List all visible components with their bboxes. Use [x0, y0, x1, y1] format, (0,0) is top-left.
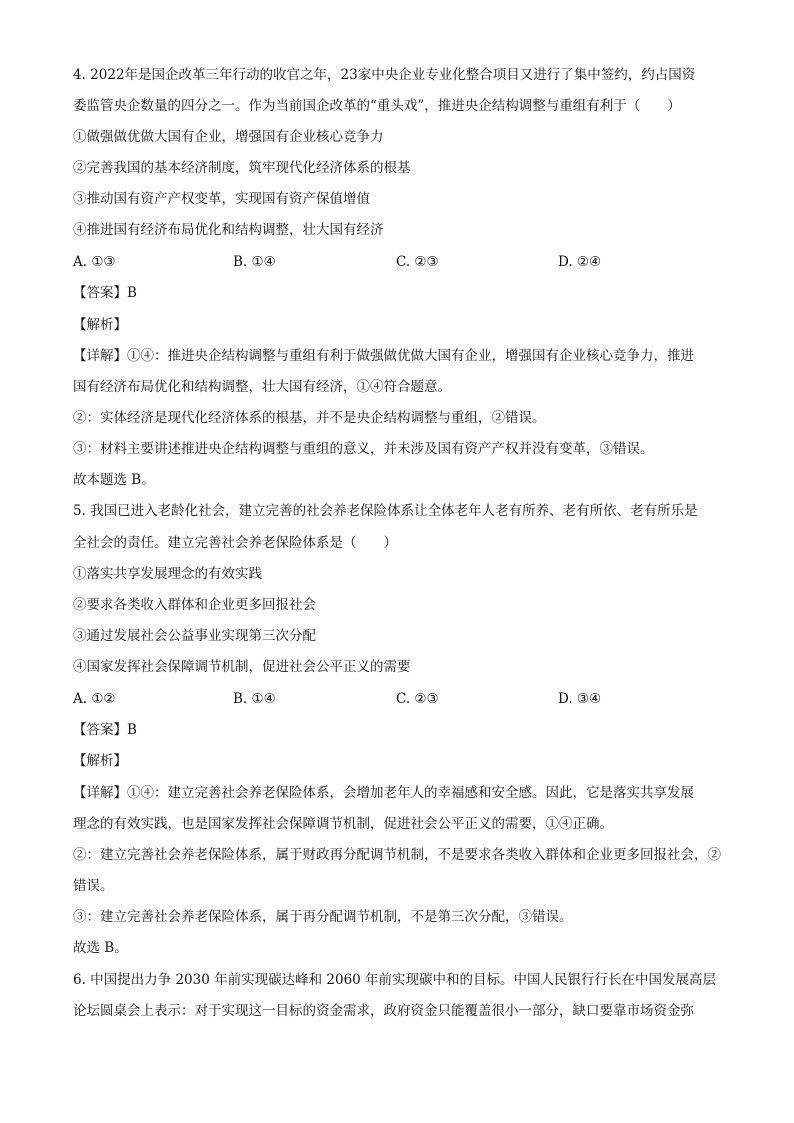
q5-item-2: ②要求各类收入群体和企业更多回报社会 [73, 597, 316, 613]
q5-item-4: ④国家发挥社会保障调节机制，促进社会公平正义的需要 [73, 659, 411, 675]
q4-analysis-line-1: 【详解】①④：推进央企结构调整与重组有利于做强做优做大国有企业，增强国有企业核心竞争力，推进 [73, 348, 694, 364]
q4-answer: 【答案】B [73, 285, 137, 301]
q4-item-2: ②完善我国的基本经济制度，筑牢现代化经济体系的根基 [73, 160, 411, 176]
q5-analysis-line-1: 【详解】①④：建立完善社会养老保险体系，会增加老年人的幸福感和安全感。因此，它是落实共享发展 [73, 785, 694, 801]
q5-option-b: B. ①④ [233, 691, 276, 707]
q5-analysis-line-6: 故选 B。 [73, 940, 128, 956]
q4-analysis-line-2: 国有经济布局优化和结构调整，壮大国有经济，①④符合题意。 [73, 379, 451, 395]
q4-analysis-line-5: 故本题选 B。 [73, 472, 155, 488]
q4-analysis-line-3: ②：实体经济是现代化经济体系的根基，并不是央企结构调整与重组，②错误。 [73, 410, 546, 426]
q5-item-3: ③通过发展社会公益事业实现第三次分配 [73, 628, 316, 644]
q5-analysis-line-5: ③：建立完善社会养老保险体系，属于再分配调节机制，不是第三次分配，③错误。 [73, 909, 573, 925]
q4-analysis-line-4: ③：材料主要讲述推进央企结构调整与重组的意义，并未涉及国有资产产权并没有变革，③错误。 [73, 441, 654, 457]
q6-stem-line-1: 6. 中国提出力争 2030 年前实现碳达峰和 2060 年前实现碳中和的目标。中国人民银行行长在中国发展高层 [73, 972, 717, 988]
q4-option-b: B. ①④ [233, 254, 276, 270]
q5-stem-line-1: 5. 我国已进入老龄化社会，建立完善的社会养老保险体系让全体老年人老有所养、老有所依、老有所乐是 [73, 503, 698, 519]
q5-stem-line-2: 全社会的责任。建立完善社会养老保险体系是（ ） [73, 535, 397, 551]
q5-option-c: C. ②③ [396, 691, 439, 707]
q4-analysis-label: 【解析】 [73, 317, 127, 333]
q5-option-d: D. ③④ [558, 691, 602, 707]
q4-option-c: C. ②③ [396, 254, 439, 270]
q5-option-a: A. ①② [73, 691, 116, 707]
q5-answer: 【答案】B [73, 722, 137, 738]
q5-analysis-label: 【解析】 [73, 753, 127, 769]
q4-stem-line-2: 委监管央企数量的四分之一。作为当前国企改革的“重头戏”，推进央企结构调整与重组有利于（ ） [73, 98, 681, 114]
q4-item-4: ④推进国有经济布局优化和结构调整，壮大国有经济 [73, 222, 384, 238]
q4-stem-line-1: 4. 2022年是国企改革三年行动的收官之年，23家中央企业专业化整合项目又进行了集中签约，约占国资 [73, 67, 696, 83]
q6-stem-line-2: 论坛圆桌会上表示：对于实现这一目标的资金需求，政府资金只能覆盖很小一部分，缺口要靠市场资金弥 [73, 1003, 694, 1019]
q5-analysis-line-3: ②：建立完善社会养老保险体系，属于财政再分配调节机制，不是要求各类收入群体和企业更多回报社会，② [73, 847, 721, 863]
q4-item-3: ③推动国有资产产权变革，实现国有资产保值增值 [73, 191, 370, 207]
q5-analysis-line-4: 错误。 [73, 878, 114, 894]
q4-item-1: ①做强做优做大国有企业，增强国有企业核心竞争力 [73, 129, 384, 145]
q5-analysis-line-2: 理念的有效实践，也是国家发挥社会保障调节机制，促进社会公平正义的需要，①④正确。 [73, 816, 613, 832]
q5-item-1: ①落实共享发展理念的有效实践 [73, 566, 262, 582]
q4-option-d: D. ②④ [558, 254, 602, 270]
q4-option-a: A. ①③ [73, 254, 116, 270]
